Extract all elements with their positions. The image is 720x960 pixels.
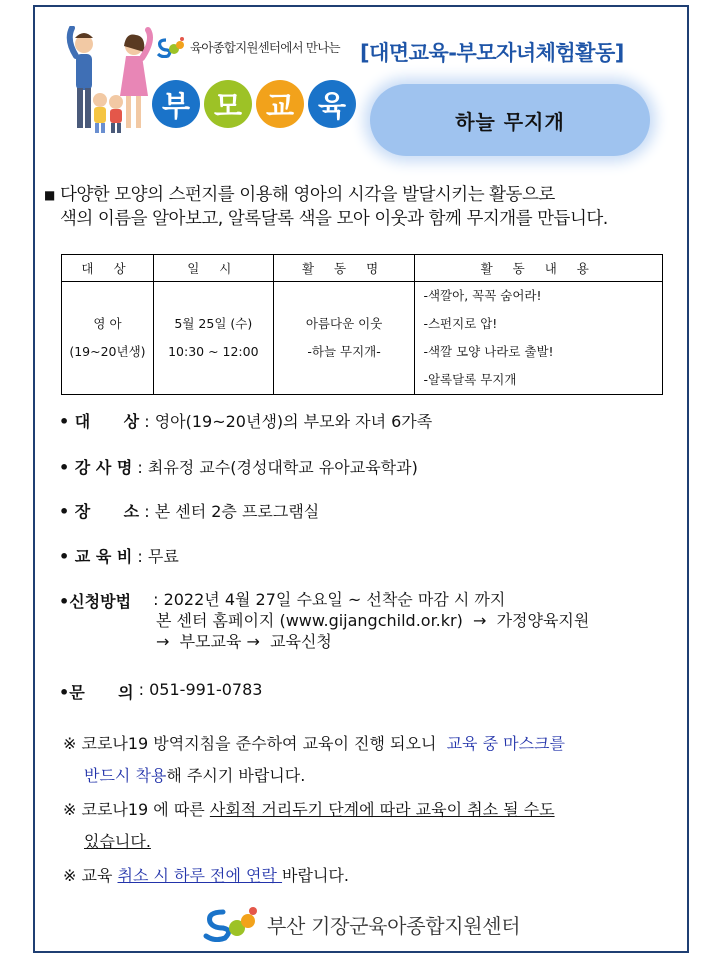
table-header: 활 동 명	[273, 255, 415, 282]
target-cell	[62, 282, 154, 395]
footer	[203, 906, 520, 942]
note-3-highlight: 취소 시 하루 전에 연락	[117, 866, 283, 885]
center-logo-row	[156, 36, 340, 58]
table-header: 일 시	[153, 255, 273, 282]
activity-line-2: -하늘 무지개-	[307, 344, 381, 359]
note-2-line-2: 있습니다.	[84, 832, 151, 851]
content-item: -색깔아, 꼭꼭 숨어라!	[423, 288, 542, 303]
content-item: -색깔 모양 나라로 출발!	[423, 344, 554, 359]
activity-line-1: 아름다운 이웃	[305, 316, 383, 331]
date-line-1: 5월 25일 (수)	[174, 316, 253, 331]
schedule-table	[61, 254, 663, 395]
center-logo-icon	[156, 36, 186, 58]
program-title: 하늘 무지개	[455, 109, 565, 134]
info-target-label: • 대 상	[59, 412, 140, 431]
center-logo-icon	[203, 906, 261, 942]
note-1-line2-suffix: 해 주시기 바랍니다.	[166, 766, 306, 785]
info-place	[59, 499, 319, 522]
bubble-char-4: 육	[308, 80, 356, 128]
intro-line-2: 색의 이름을 알아보고, 알록달록 색을 모아 이웃과 함께 무지개를 만듭니다.	[60, 209, 608, 229]
info-instructor	[59, 455, 418, 478]
info-apply-label: •신청방법	[59, 592, 132, 611]
date-line-2: 10:30 ~ 12:00	[168, 344, 259, 359]
bubble-char-3: 교	[256, 80, 304, 128]
info-apply-details	[148, 589, 589, 652]
info-target-value: : 영아(19~20년생)의 부모와 자녀 6가족	[139, 412, 433, 431]
info-place-value: : 본 센터 2층 프로그램실	[139, 502, 320, 521]
table-row	[62, 282, 663, 395]
note-1-prefix: ※ 코로나19 방역지침을 준수하여 교육이 진행 되오니	[63, 734, 447, 753]
note-3	[63, 863, 349, 886]
info-contact	[59, 680, 262, 703]
note-1-line2-highlight: 반드시 착용	[84, 766, 167, 785]
note-3-prefix: ※ 교육	[63, 866, 118, 885]
program-title-pill	[370, 84, 650, 156]
info-fee-value: : 무료	[132, 547, 179, 566]
note-2-line-1	[63, 797, 555, 820]
parent-education-bubbles	[152, 80, 356, 128]
program-type-tagline: [대면교육-부모자녀체험활동]	[360, 41, 624, 65]
note-3-suffix: 바랍니다.	[282, 866, 349, 885]
intro-bullet-icon: ■	[44, 188, 55, 202]
info-instructor-value: : 최유정 교수(경성대학교 유아교육학과)	[132, 458, 418, 477]
target-line-2: (19~20년생)	[69, 344, 146, 359]
apply-line-3: → 부모교육 → 교육신청	[156, 632, 332, 651]
table-header: 활 동 내 용	[415, 255, 663, 282]
table-header-row	[62, 255, 663, 282]
info-instructor-label: • 강 사 명	[59, 458, 133, 477]
note-2-prefix: ※ 코로나19 에 따른	[63, 800, 210, 819]
note-1-highlight: 교육 중 마스크를	[446, 734, 565, 753]
activity-cell	[273, 282, 415, 395]
info-target	[59, 409, 432, 432]
apply-line-2: 본 센터 홈페이지 (www.gijangchild.or.kr) → 가정양육지원	[156, 611, 590, 630]
family-illustration	[66, 26, 156, 138]
bubble-char-2: 모	[204, 80, 252, 128]
content-item: -알록달록 무지개	[423, 372, 517, 387]
info-contact-value: : 051-991-0783	[133, 680, 263, 699]
content-cell	[415, 282, 663, 395]
logo-subtitle: 육아종합지원센터에서 만나는	[190, 40, 340, 55]
intro-line-1: 다양한 모양의 스펀지를 이용해 영아의 시각을 발달시키는 활동으로	[60, 185, 555, 205]
note-2-underlined: 사회적 거리두기 단계에 따라 교육이 취소 될 수도	[209, 800, 555, 819]
note-1-line-2	[84, 763, 305, 786]
content-item: -스펀지로 압!	[423, 316, 498, 331]
footer-org-name: 부산 기장군육아종합지원센터	[267, 913, 521, 938]
target-line-1: 영 아	[93, 316, 122, 331]
info-fee-label: • 교 육 비	[59, 547, 133, 566]
note-1-line-1	[63, 731, 565, 754]
table-header: 대 상	[62, 255, 154, 282]
info-place-label: • 장 소	[59, 502, 140, 521]
info-contact-label: •문 의	[59, 683, 134, 702]
info-fee	[59, 544, 179, 567]
date-cell	[153, 282, 273, 395]
bubble-char-1: 부	[152, 80, 200, 128]
apply-line-1: : 2022년 4월 27일 수요일 ~ 선착순 마감 시 까지	[148, 590, 506, 609]
info-apply	[59, 589, 131, 612]
